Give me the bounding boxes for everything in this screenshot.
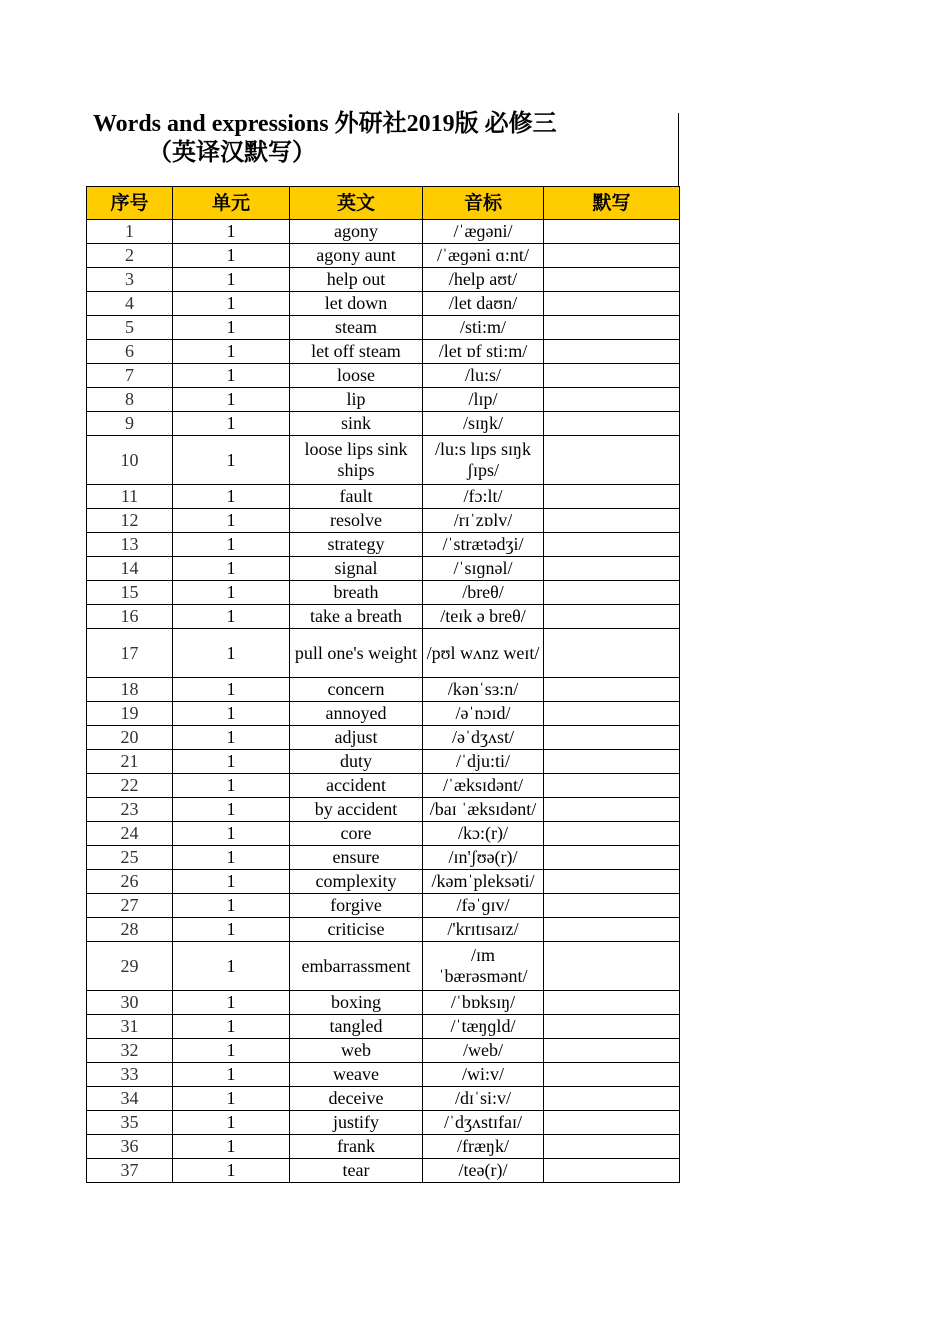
cell-english: steam bbox=[290, 316, 423, 340]
header-english: 英文 bbox=[290, 187, 423, 220]
cell-english: help out bbox=[290, 268, 423, 292]
cell-english: pull one's weight bbox=[290, 629, 423, 678]
cell-unit: 1 bbox=[173, 605, 290, 629]
cell-dictation[interactable] bbox=[544, 557, 680, 581]
cell-phonetic: /fɔ:lt/ bbox=[423, 485, 544, 509]
cell-phonetic: /lu:s/ bbox=[423, 364, 544, 388]
cell-index: 28 bbox=[87, 918, 173, 942]
cell-dictation[interactable] bbox=[544, 918, 680, 942]
table-row bbox=[87, 942, 680, 991]
cell-index: 13 bbox=[87, 533, 173, 557]
cell-dictation[interactable] bbox=[544, 581, 680, 605]
cell-dictation[interactable] bbox=[544, 678, 680, 702]
cell-phonetic: /kəmˈpleksəti/ bbox=[423, 870, 544, 894]
cell-dictation[interactable] bbox=[544, 485, 680, 509]
cell-unit: 1 bbox=[173, 1111, 290, 1135]
cell-phonetic: /ˈdʒʌstɪfaɪ/ bbox=[423, 1111, 544, 1135]
cell-phonetic: /lɪp/ bbox=[423, 388, 544, 412]
cell-phonetic: /help aʊt/ bbox=[423, 268, 544, 292]
cell-unit: 1 bbox=[173, 533, 290, 557]
cell-index: 12 bbox=[87, 509, 173, 533]
cell-dictation[interactable] bbox=[544, 942, 680, 991]
cell-index: 30 bbox=[87, 991, 173, 1015]
cell-english: breath bbox=[290, 581, 423, 605]
cell-phonetic: /dɪˈsi:v/ bbox=[423, 1087, 544, 1111]
cell-unit: 1 bbox=[173, 412, 290, 436]
header-unit: 单元 bbox=[173, 187, 290, 220]
cell-index: 9 bbox=[87, 412, 173, 436]
table-row bbox=[87, 629, 680, 678]
table-row bbox=[87, 750, 680, 774]
vocabulary-table bbox=[86, 186, 680, 1183]
table-row bbox=[87, 894, 680, 918]
cell-index: 3 bbox=[87, 268, 173, 292]
cell-unit: 1 bbox=[173, 316, 290, 340]
cell-unit: 1 bbox=[173, 702, 290, 726]
cell-dictation[interactable] bbox=[544, 1015, 680, 1039]
cell-dictation[interactable] bbox=[544, 605, 680, 629]
cell-unit: 1 bbox=[173, 798, 290, 822]
cell-english: weave bbox=[290, 1063, 423, 1087]
cell-english: adjust bbox=[290, 726, 423, 750]
cell-index: 2 bbox=[87, 244, 173, 268]
cell-unit: 1 bbox=[173, 629, 290, 678]
cell-index: 4 bbox=[87, 292, 173, 316]
table-row bbox=[87, 268, 680, 292]
cell-unit: 1 bbox=[173, 244, 290, 268]
cell-index: 35 bbox=[87, 1111, 173, 1135]
cell-index: 34 bbox=[87, 1087, 173, 1111]
table-row bbox=[87, 1159, 680, 1183]
cell-dictation[interactable] bbox=[544, 364, 680, 388]
cell-unit: 1 bbox=[173, 436, 290, 485]
cell-english: resolve bbox=[290, 509, 423, 533]
cell-dictation[interactable] bbox=[544, 316, 680, 340]
cell-dictation[interactable] bbox=[544, 220, 680, 244]
cell-index: 18 bbox=[87, 678, 173, 702]
cell-dictation[interactable] bbox=[544, 1111, 680, 1135]
cell-unit: 1 bbox=[173, 1135, 290, 1159]
table-row bbox=[87, 364, 680, 388]
cell-unit: 1 bbox=[173, 364, 290, 388]
table-row bbox=[87, 485, 680, 509]
cell-dictation[interactable] bbox=[544, 1039, 680, 1063]
cell-dictation[interactable] bbox=[544, 750, 680, 774]
cell-index: 33 bbox=[87, 1063, 173, 1087]
cell-english: duty bbox=[290, 750, 423, 774]
table-row bbox=[87, 1063, 680, 1087]
cell-phonetic: /lu:s lɪps sɪŋk ʃɪps/ bbox=[423, 436, 544, 485]
cell-english: justify bbox=[290, 1111, 423, 1135]
cell-index: 16 bbox=[87, 605, 173, 629]
table-row bbox=[87, 388, 680, 412]
cell-unit: 1 bbox=[173, 485, 290, 509]
cell-dictation[interactable] bbox=[544, 1159, 680, 1183]
cell-unit: 1 bbox=[173, 557, 290, 581]
cell-dictation[interactable] bbox=[544, 1063, 680, 1087]
cell-dictation[interactable] bbox=[544, 1087, 680, 1111]
cell-dictation[interactable] bbox=[544, 702, 680, 726]
cell-dictation[interactable] bbox=[544, 509, 680, 533]
cell-phonetic: /let daʊn/ bbox=[423, 292, 544, 316]
cell-english: agony aunt bbox=[290, 244, 423, 268]
table-row bbox=[87, 1135, 680, 1159]
cell-english: tangled bbox=[290, 1015, 423, 1039]
cell-phonetic: /rɪˈzɒlv/ bbox=[423, 509, 544, 533]
cell-dictation[interactable] bbox=[544, 340, 680, 364]
cell-index: 21 bbox=[87, 750, 173, 774]
cell-phonetic: /ɪm ˈbærəsmənt/ bbox=[423, 942, 544, 991]
cell-dictation[interactable] bbox=[544, 822, 680, 846]
cell-phonetic: /baɪ ˈæksɪdənt/ bbox=[423, 798, 544, 822]
table-row bbox=[87, 557, 680, 581]
cell-dictation[interactable] bbox=[544, 412, 680, 436]
cell-unit: 1 bbox=[173, 1159, 290, 1183]
cell-phonetic: /ɪn'ʃʊə(r)/ bbox=[423, 846, 544, 870]
table-row bbox=[87, 605, 680, 629]
cell-dictation[interactable] bbox=[544, 991, 680, 1015]
cell-phonetic: /breθ/ bbox=[423, 581, 544, 605]
cell-unit: 1 bbox=[173, 509, 290, 533]
cell-unit: 1 bbox=[173, 846, 290, 870]
header-phonetic: 音标 bbox=[423, 187, 544, 220]
cell-phonetic: /pʊl wʌnz weɪt/ bbox=[423, 629, 544, 678]
cell-unit: 1 bbox=[173, 581, 290, 605]
cell-english: accident bbox=[290, 774, 423, 798]
table-row bbox=[87, 870, 680, 894]
cell-unit: 1 bbox=[173, 292, 290, 316]
cell-english: ensure bbox=[290, 846, 423, 870]
cell-phonetic: /ˈæɡəni/ bbox=[423, 220, 544, 244]
cell-index: 32 bbox=[87, 1039, 173, 1063]
cell-unit: 1 bbox=[173, 942, 290, 991]
table-row bbox=[87, 918, 680, 942]
cell-index: 23 bbox=[87, 798, 173, 822]
table-row bbox=[87, 316, 680, 340]
cell-index: 10 bbox=[87, 436, 173, 485]
cell-unit: 1 bbox=[173, 388, 290, 412]
cell-phonetic: /teɪk ə breθ/ bbox=[423, 605, 544, 629]
header-index: 序号 bbox=[87, 187, 173, 220]
cell-unit: 1 bbox=[173, 822, 290, 846]
cell-english: let off steam bbox=[290, 340, 423, 364]
cell-english: fault bbox=[290, 485, 423, 509]
table-row bbox=[87, 991, 680, 1015]
table-row bbox=[87, 244, 680, 268]
header-row bbox=[87, 187, 680, 220]
cell-dictation[interactable] bbox=[544, 244, 680, 268]
table-row bbox=[87, 1111, 680, 1135]
cell-english: take a breath bbox=[290, 605, 423, 629]
cell-phonetic: /kɔ:(r)/ bbox=[423, 822, 544, 846]
cell-index: 8 bbox=[87, 388, 173, 412]
cell-english: sink bbox=[290, 412, 423, 436]
cell-index: 1 bbox=[87, 220, 173, 244]
cell-index: 26 bbox=[87, 870, 173, 894]
cell-dictation[interactable] bbox=[544, 268, 680, 292]
cell-phonetic: /sɪŋk/ bbox=[423, 412, 544, 436]
cell-phonetic: /ˈbɒksɪŋ/ bbox=[423, 991, 544, 1015]
table-row bbox=[87, 678, 680, 702]
cell-index: 19 bbox=[87, 702, 173, 726]
cell-unit: 1 bbox=[173, 991, 290, 1015]
cell-english: criticise bbox=[290, 918, 423, 942]
cell-index: 15 bbox=[87, 581, 173, 605]
cell-dictation[interactable] bbox=[544, 894, 680, 918]
table-row bbox=[87, 220, 680, 244]
cell-index: 11 bbox=[87, 485, 173, 509]
cell-index: 31 bbox=[87, 1015, 173, 1039]
cell-index: 5 bbox=[87, 316, 173, 340]
table-row bbox=[87, 412, 680, 436]
cell-phonetic: /'krɪtɪsaɪz/ bbox=[423, 918, 544, 942]
cell-index: 14 bbox=[87, 557, 173, 581]
cell-english: lip bbox=[290, 388, 423, 412]
table-row bbox=[87, 533, 680, 557]
cell-unit: 1 bbox=[173, 220, 290, 244]
cell-index: 6 bbox=[87, 340, 173, 364]
cell-phonetic: /fəˈɡɪv/ bbox=[423, 894, 544, 918]
cell-phonetic: /ˈsɪɡnəl/ bbox=[423, 557, 544, 581]
cell-english: complexity bbox=[290, 870, 423, 894]
cell-unit: 1 bbox=[173, 1063, 290, 1087]
cell-english: agony bbox=[290, 220, 423, 244]
cell-phonetic: /teə(r)/ bbox=[423, 1159, 544, 1183]
cell-dictation[interactable] bbox=[544, 870, 680, 894]
cell-dictation[interactable] bbox=[544, 436, 680, 485]
table-row bbox=[87, 1087, 680, 1111]
cell-phonetic: /web/ bbox=[423, 1039, 544, 1063]
table-row bbox=[87, 581, 680, 605]
cell-english: loose lips sink ships bbox=[290, 436, 423, 485]
header-dictation: 默写 bbox=[544, 187, 680, 220]
cell-phonetic: /ˈæksɪdənt/ bbox=[423, 774, 544, 798]
cell-index: 20 bbox=[87, 726, 173, 750]
cell-english: by accident bbox=[290, 798, 423, 822]
cell-unit: 1 bbox=[173, 678, 290, 702]
cell-index: 22 bbox=[87, 774, 173, 798]
table-row bbox=[87, 798, 680, 822]
cell-index: 36 bbox=[87, 1135, 173, 1159]
cell-index: 25 bbox=[87, 846, 173, 870]
cell-phonetic: /əˈnɔɪd/ bbox=[423, 702, 544, 726]
cell-english: embarrassment bbox=[290, 942, 423, 991]
page-border-line bbox=[678, 113, 679, 186]
cell-index: 27 bbox=[87, 894, 173, 918]
cell-english: concern bbox=[290, 678, 423, 702]
table-row bbox=[87, 774, 680, 798]
title-line-1: Words and expressions 外研社2019版 必修三 bbox=[93, 111, 557, 137]
cell-dictation[interactable] bbox=[544, 726, 680, 750]
table-row bbox=[87, 436, 680, 485]
cell-dictation[interactable] bbox=[544, 533, 680, 557]
cell-english: forgive bbox=[290, 894, 423, 918]
cell-unit: 1 bbox=[173, 726, 290, 750]
cell-unit: 1 bbox=[173, 1087, 290, 1111]
table-row bbox=[87, 726, 680, 750]
cell-dictation[interactable] bbox=[544, 1135, 680, 1159]
cell-english: web bbox=[290, 1039, 423, 1063]
cell-phonetic: /ˈtæŋɡld/ bbox=[423, 1015, 544, 1039]
table-row bbox=[87, 509, 680, 533]
cell-dictation[interactable] bbox=[544, 846, 680, 870]
table-row bbox=[87, 822, 680, 846]
table-row bbox=[87, 1039, 680, 1063]
cell-english: boxing bbox=[290, 991, 423, 1015]
table-body bbox=[87, 220, 680, 1183]
cell-phonetic: /let ɒf sti:m/ bbox=[423, 340, 544, 364]
cell-unit: 1 bbox=[173, 870, 290, 894]
cell-unit: 1 bbox=[173, 268, 290, 292]
cell-english: core bbox=[290, 822, 423, 846]
cell-phonetic: /əˈdʒʌst/ bbox=[423, 726, 544, 750]
cell-english: loose bbox=[290, 364, 423, 388]
cell-unit: 1 bbox=[173, 1015, 290, 1039]
table-row bbox=[87, 846, 680, 870]
cell-dictation[interactable] bbox=[544, 388, 680, 412]
cell-index: 17 bbox=[87, 629, 173, 678]
cell-unit: 1 bbox=[173, 340, 290, 364]
cell-phonetic: /wi:v/ bbox=[423, 1063, 544, 1087]
cell-phonetic: /kənˈsɜ:n/ bbox=[423, 678, 544, 702]
cell-english: tear bbox=[290, 1159, 423, 1183]
cell-phonetic: /ˈdju:ti/ bbox=[423, 750, 544, 774]
cell-dictation[interactable] bbox=[544, 292, 680, 316]
table-row bbox=[87, 340, 680, 364]
cell-phonetic: /sti:m/ bbox=[423, 316, 544, 340]
cell-phonetic: /ˈæɡəni ɑ:nt/ bbox=[423, 244, 544, 268]
table-row bbox=[87, 1015, 680, 1039]
cell-unit: 1 bbox=[173, 774, 290, 798]
cell-unit: 1 bbox=[173, 750, 290, 774]
cell-unit: 1 bbox=[173, 1039, 290, 1063]
table-row bbox=[87, 702, 680, 726]
cell-dictation[interactable] bbox=[544, 774, 680, 798]
cell-dictation[interactable] bbox=[544, 629, 680, 678]
cell-index: 24 bbox=[87, 822, 173, 846]
cell-index: 29 bbox=[87, 942, 173, 991]
table-row bbox=[87, 292, 680, 316]
cell-english: annoyed bbox=[290, 702, 423, 726]
cell-index: 7 bbox=[87, 364, 173, 388]
cell-english: deceive bbox=[290, 1087, 423, 1111]
cell-phonetic: /ˈstrætədʒi/ bbox=[423, 533, 544, 557]
document-title bbox=[93, 110, 678, 168]
cell-unit: 1 bbox=[173, 894, 290, 918]
cell-english: signal bbox=[290, 557, 423, 581]
cell-english: frank bbox=[290, 1135, 423, 1159]
title-line-2: （英译汉默写） bbox=[148, 140, 316, 166]
cell-unit: 1 bbox=[173, 918, 290, 942]
cell-index: 37 bbox=[87, 1159, 173, 1183]
cell-english: let down bbox=[290, 292, 423, 316]
cell-phonetic: /fræŋk/ bbox=[423, 1135, 544, 1159]
cell-english: strategy bbox=[290, 533, 423, 557]
cell-dictation[interactable] bbox=[544, 798, 680, 822]
